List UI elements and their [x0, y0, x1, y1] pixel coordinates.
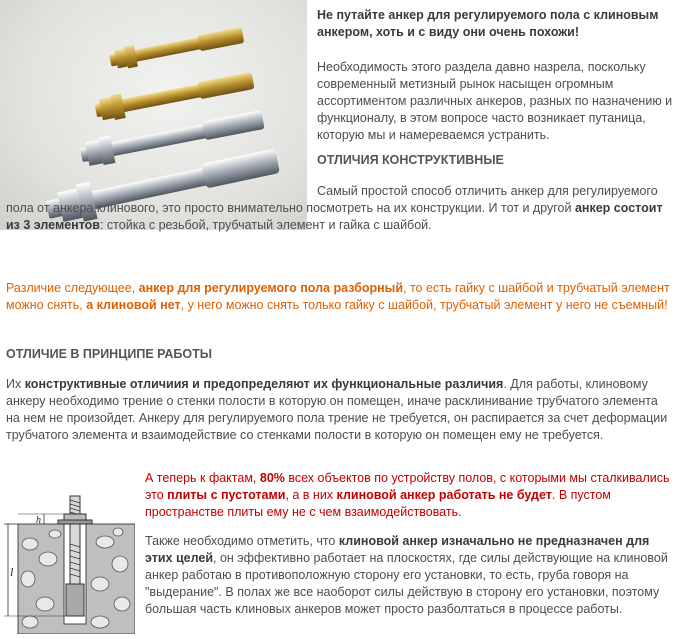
difference-text-b: анкер для регулируемого пола разборный	[138, 281, 404, 295]
constructive-paragraph	[6, 183, 672, 234]
principle-text-c: . Для работы, клиновому анкеру необходимо трение о стенки полости в которую он помещен, иначе расклинивание трубчатого элемента на нем не произойдет. Анкеру для регулируемого пола трение не требуется, он распирается за счет деформации трубчатого элемента и взаимодействие со стенками полости в которую он помещен ему не требуется.	[6, 377, 668, 442]
difference-text-c: , то есть гайку с шайбой и трубчатый элемент можно снять,	[6, 281, 670, 312]
constructive-text-a: Самый простой способ отличить анкер для регулируемого пола от анкера клинового, это просто внимательно посмотреть на их конструкции. И тот и другой	[6, 184, 658, 215]
intro-paragraph: Необходимость этого раздела давно назрела, поскольку современный метизный рынок насыщен огромным ассортиментом различных анкеров, разных по назначению и функционалу, в этом вопросе часто возникает путаница, которую мы и намереваемся устранить.	[317, 60, 673, 142]
note-text-c: , он эффективно работает на плоскостях, где силы действующие на клиновой анкер работаю в противоположную сторону его установки, то есть, груба говоря на "выдерание". В полах же все наоборот силы действую в сторону его установки, поэтому большая часть клиновых анкеров может просто разболтаться в процессе работы.	[145, 551, 668, 616]
principle-paragraph	[6, 376, 674, 444]
principle-text-a: Их	[6, 377, 25, 391]
facts-text-d: плиты с пустотами	[167, 488, 286, 502]
facts-text-b: 80%	[259, 471, 285, 485]
difference-text-e: , у него можно снять только гайку с шайбой, трубчатый элемент у него не съемный!	[180, 298, 668, 312]
dimension-label-l: l	[10, 565, 14, 579]
facts-text-e: , а в них	[285, 488, 337, 502]
note-text-a: Также необходимо отметить, что	[145, 534, 339, 548]
note-text-b: клиновой анкер изначально не предназначен для этих целей	[145, 534, 650, 565]
principle-text-b: конструктивные отличиия и предопределяют их функциональные различия	[24, 377, 504, 391]
anchor-in-slab-drawing	[0, 484, 135, 634]
facts-paragraph	[145, 470, 670, 521]
difference-paragraph	[6, 280, 674, 314]
dimension-label-h: h	[36, 515, 41, 526]
anchor-slab-illustration	[0, 484, 135, 634]
facts-text-g: . В пустом пространстве плиты ему не с чем взаимодействовать.	[145, 488, 611, 519]
section-heading-principle: ОТЛИЧИЕ В ПРИНЦИПЕ РАБОТЫ	[6, 347, 212, 361]
difference-text-a: Различие следующее,	[6, 281, 139, 295]
constructive-text-c: : стойка с резьбой, трубчатый элемент и гайка с шайбой.	[99, 218, 432, 232]
article-title-text: Не путайте анкер для регулируемого пола с клиновым анкером, хоть и с виду они очень похожи!	[317, 8, 659, 39]
facts-text-a: А теперь к фактам,	[145, 471, 260, 485]
section-heading-constructive: ОТЛИЧИЯ КОНСТРУКТИВНЫЕ	[317, 153, 504, 167]
facts-text-c: всех объектов по устройству полов, с которыми мы сталкивались это	[145, 471, 670, 502]
facts-text-f: клиновой анкер работать не будет	[336, 488, 552, 502]
difference-text-d: а клиновой нет	[86, 298, 181, 312]
article-title	[317, 7, 672, 41]
constructive-text-b: анкер состоит из 3 элементов	[6, 201, 663, 232]
note-paragraph	[145, 533, 670, 618]
